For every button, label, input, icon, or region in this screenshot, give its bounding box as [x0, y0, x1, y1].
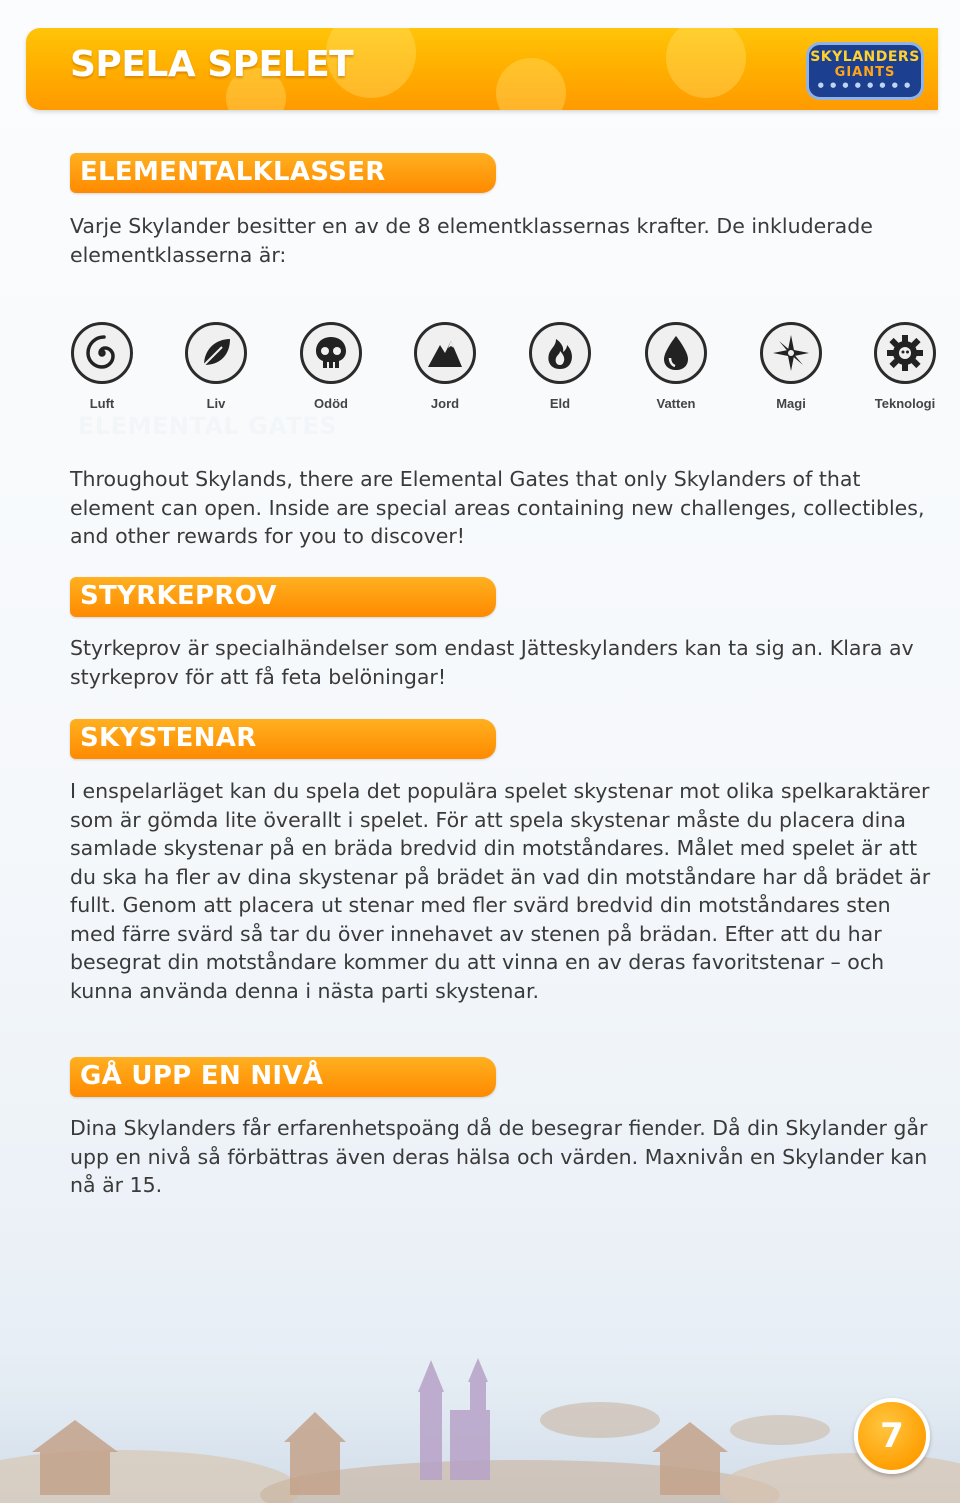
section-heading-skystenar: SKYSTENAR: [70, 719, 496, 759]
element-label: Vatten: [656, 396, 696, 411]
logo-line1: SKYLANDERS: [810, 49, 920, 65]
element-label: Liv: [206, 396, 226, 411]
element-vatten: [631, 322, 721, 411]
element-label: Odöd: [314, 396, 348, 411]
ga-upp-text: Dina Skylanders får erfarenhetspoäng då de besegrar fiender. Då din Skylander går upp en nivå så förbättras även deras hälsa och värden. Maxnivån en Skylander kan nå är 15.: [70, 1116, 928, 1197]
star-icon: [760, 322, 822, 384]
skylands-scenery-illustration: [0, 1300, 960, 1503]
page-number-badge: 7: [854, 1398, 930, 1474]
element-label: Magi: [776, 396, 806, 411]
element-teknologi: [860, 322, 950, 411]
gear-icon: [874, 322, 936, 384]
section-heading-ga-upp-en-niva: GÅ UPP EN NIVÅ: [70, 1057, 496, 1097]
element-label: Teknologi: [874, 396, 936, 411]
element-label: Eld: [549, 396, 571, 411]
section-heading-elementalklasser: ELEMENTALKLASSER: [70, 153, 496, 193]
mountain-icon: [414, 322, 476, 384]
element-eld: [515, 322, 605, 411]
spiral-icon: [71, 322, 133, 384]
element-magi: [746, 322, 836, 411]
ghost-heading-elemental-gates: ELEMENTAL GATES: [78, 412, 338, 440]
water-drop-icon: [645, 322, 707, 384]
logo-line2: GIANTS: [834, 65, 896, 80]
element-luft: [57, 322, 147, 411]
flame-icon: [529, 322, 591, 384]
leaf-icon: [185, 322, 247, 384]
element-liv: [171, 322, 261, 411]
skylanders-giants-logo: [806, 42, 924, 100]
styrkeprov-text: Styrkeprov är specialhändelser som endast Jätteskylanders kan ta sig an. Klara av styrkeprov för att få feta belöningar!: [70, 636, 914, 689]
element-icons-row: [70, 322, 950, 422]
element-jord: [400, 322, 490, 411]
elemental-gates-text: Throughout Skylands, there are Elemental Gates that only Skylanders of that element can open. Inside are special areas containing new challenges, collectibles, and other rewards for you to discover!: [70, 467, 925, 548]
logo-element-dots: ● ● ● ● ● ● ● ●: [817, 81, 913, 89]
skystenar-text: I enspelarläget kan du spela det populära spelet skystenar mot olika spelkaraktärer som är gömda lite överallt i spelet. För att spela skystenar måste du placera dina samlade skystenar på en bräda bredvid din motståndares. Målet med spelet är att du ska ha fler av dina skystenar på brädet än vad din motståndare har då brädet är fullt. Genom att placera ut stenar med fler svärd bredvid din motståndares sten med färre svärd så tar du över innehavet av stenen på brädan. Efter att du har besegrat din motståndare kommer du att vinna en av deras favoritstenar – och kunna använda denna i nästa parti skystenar.: [70, 779, 931, 1003]
page-title: SPELA SPELET: [70, 44, 354, 85]
element-label: Jord: [430, 396, 460, 411]
element-label: Luft: [89, 396, 115, 411]
elementalklasser-text: Varje Skylander besitter en av de 8 elementklassernas krafter. De inkluderade elementklasserna är:: [70, 214, 873, 267]
element-odod: [286, 322, 376, 411]
skull-icon: [300, 322, 362, 384]
section-heading-styrkeprov: STYRKEPROV: [70, 577, 496, 617]
title-banner: [26, 28, 938, 110]
